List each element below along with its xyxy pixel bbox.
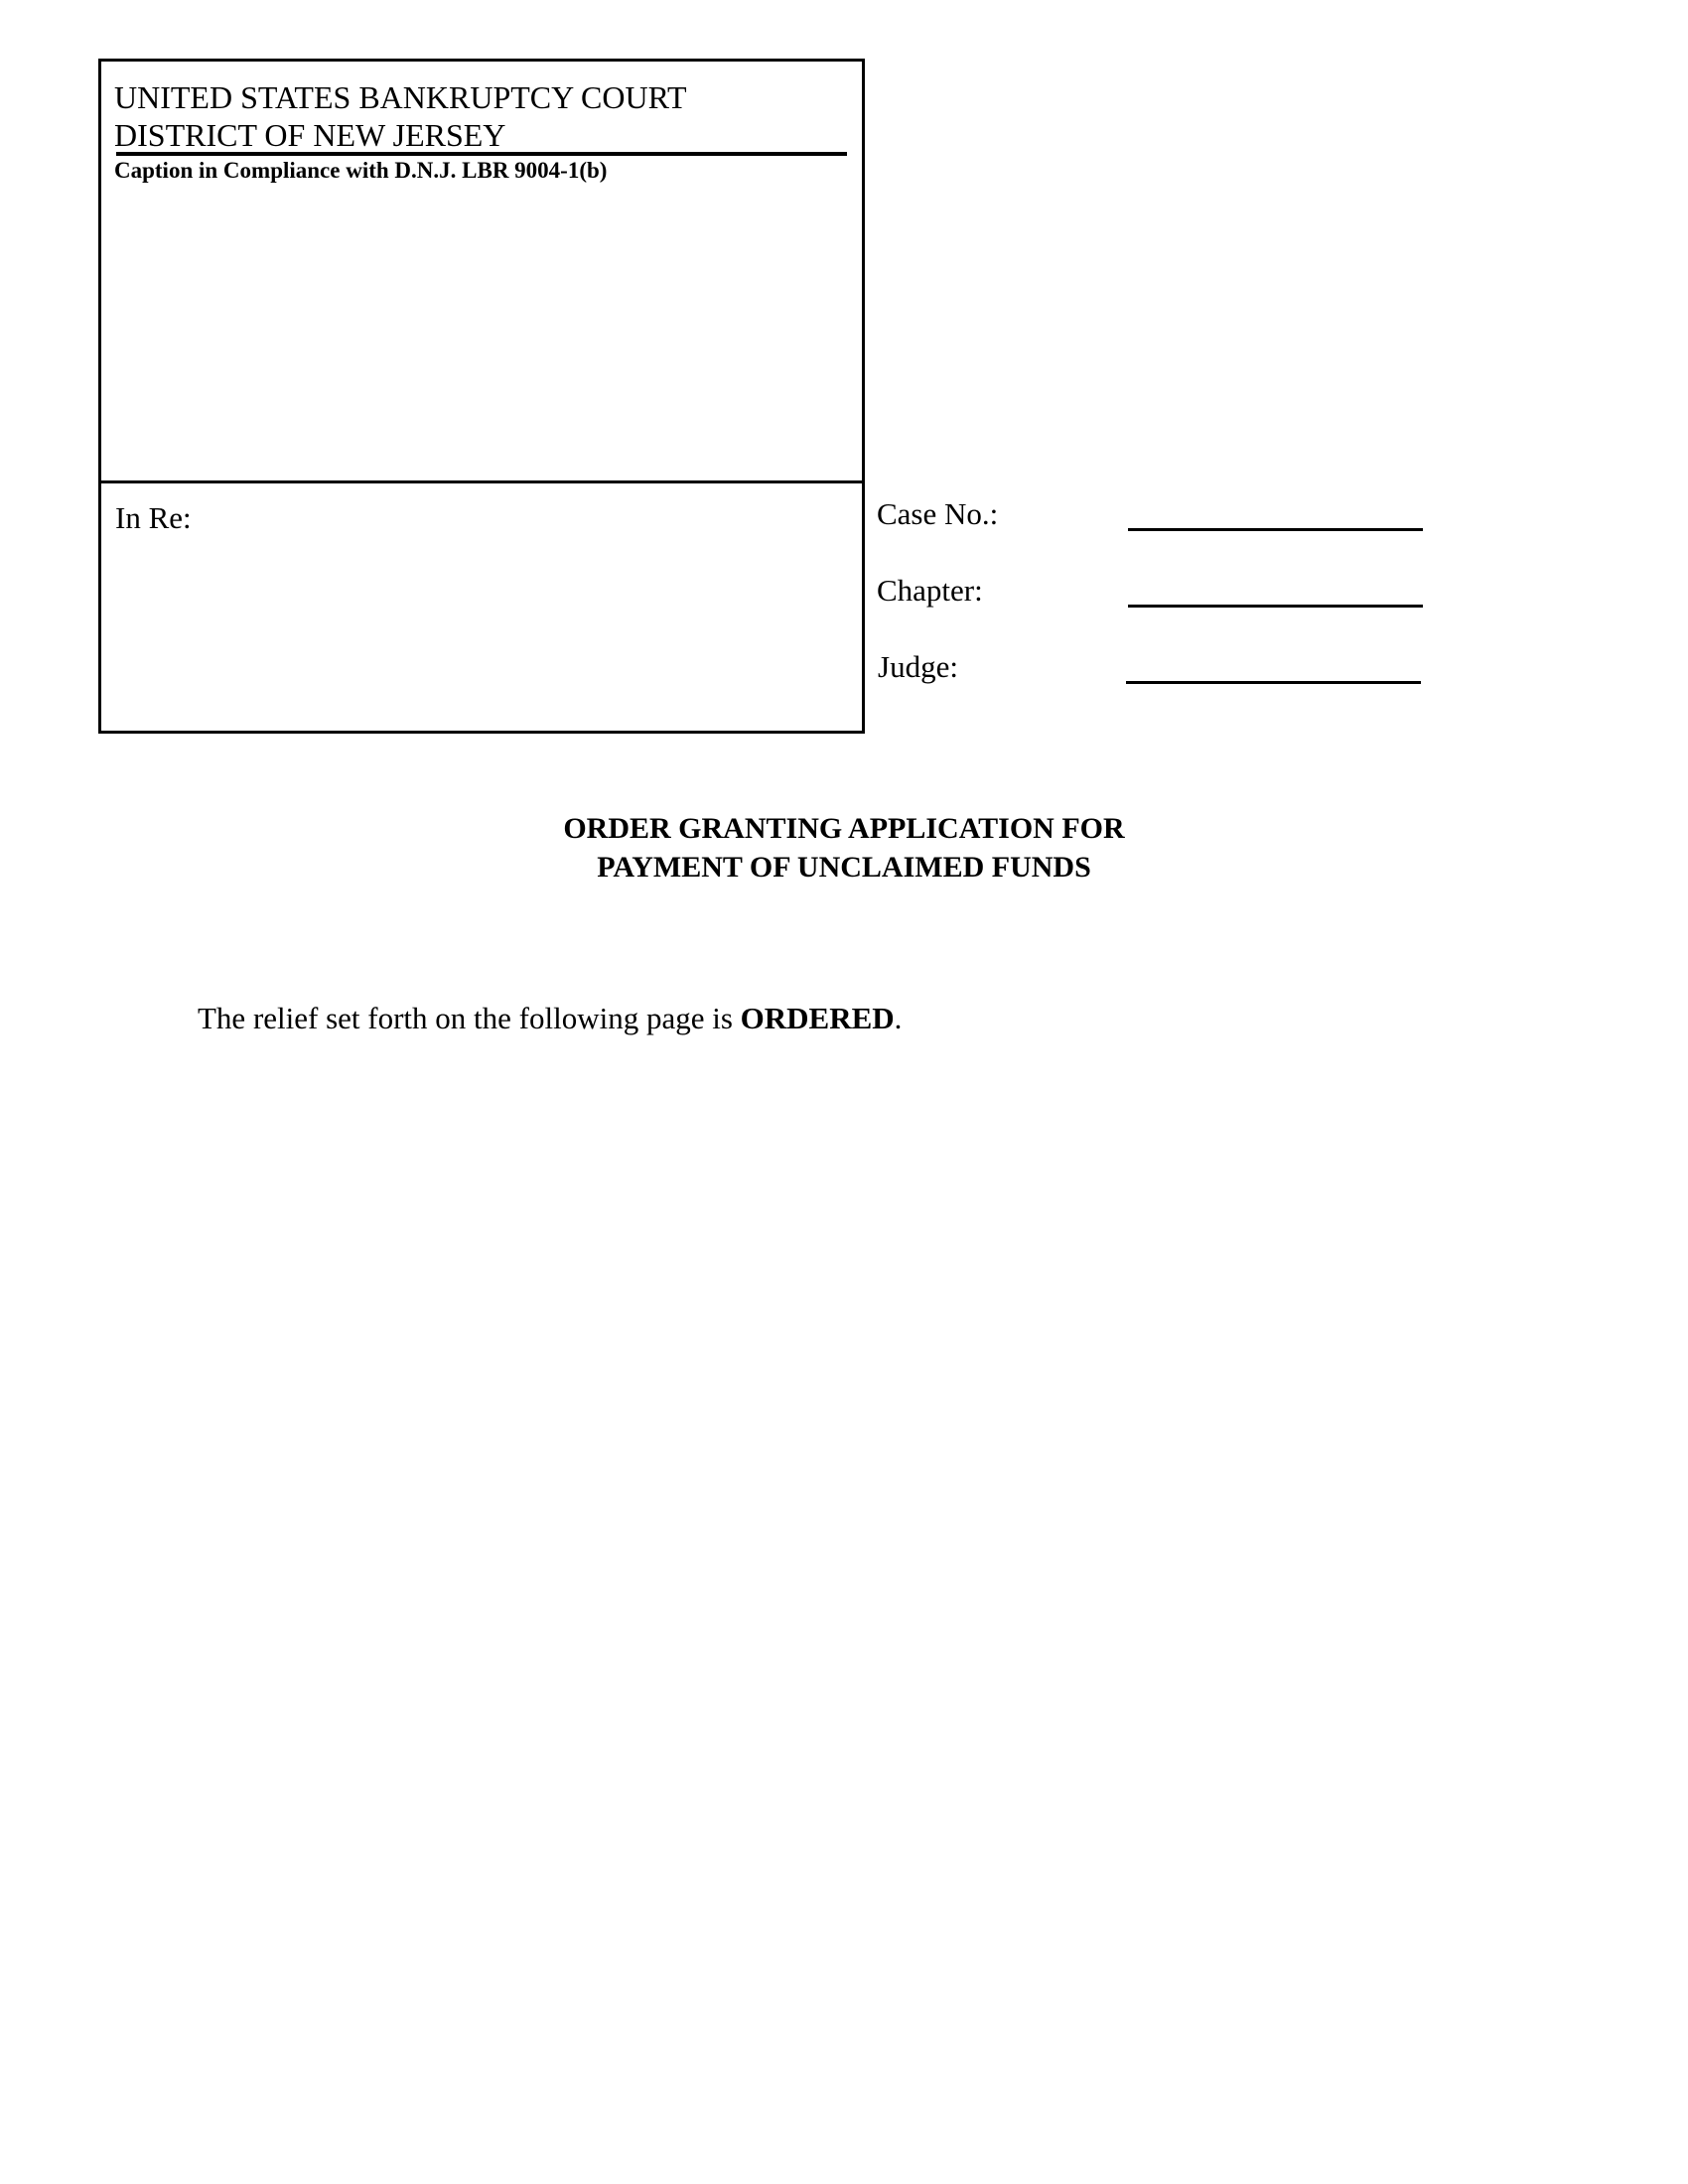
court-name: UNITED STATES BANKRUPTCY COURT (114, 79, 687, 115)
caption-divider-rule (116, 152, 847, 156)
order-title-line1: ORDER GRANTING APPLICATION FOR (563, 812, 1125, 845)
order-title-line2: PAYMENT OF UNCLAIMED FUNDS (597, 851, 1091, 884)
order-body-ordered: ORDERED (740, 1001, 895, 1035)
caption-box (98, 59, 865, 734)
case-no-field[interactable] (1128, 528, 1423, 531)
chapter-field[interactable] (1128, 605, 1423, 608)
caption-compliance-note: Caption in Compliance with D.N.J. LBR 9004-1(b) (114, 158, 608, 183)
order-body-text: The relief set forth on the following page is (198, 1001, 741, 1035)
order-body (198, 1001, 902, 1036)
judge-field[interactable] (1126, 681, 1421, 684)
court-district: DISTRICT OF NEW JERSEY (114, 117, 506, 153)
order-body-period: . (894, 1001, 903, 1035)
case-no-label: Case No.: (877, 496, 999, 531)
caption-section-divider (101, 480, 862, 483)
judge-label: Judge: (878, 649, 958, 684)
in-re-label: In Re: (115, 500, 192, 535)
chapter-label: Chapter: (877, 573, 983, 608)
